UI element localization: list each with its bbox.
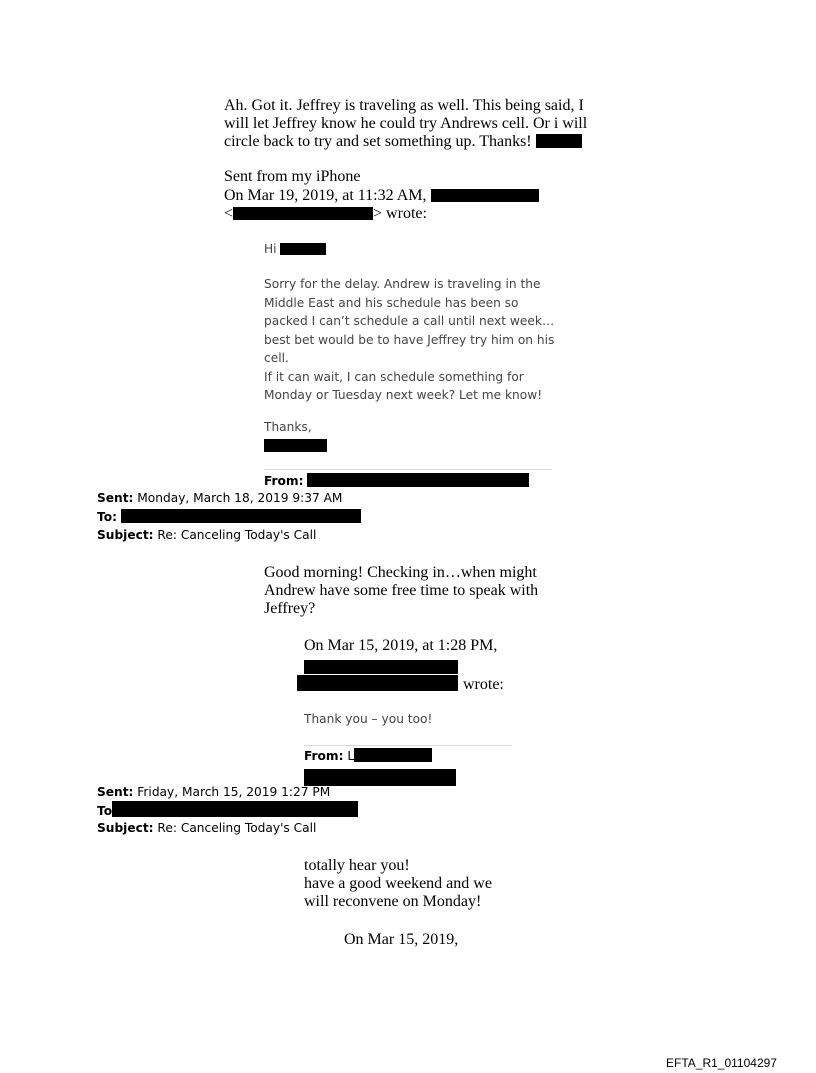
quoted-body	[264, 275, 564, 405]
quoted-line: best bet would be to have Jeffrey try him on his	[264, 332, 555, 347]
separator-line	[264, 469, 552, 470]
header-2-sent	[97, 783, 330, 802]
header-2-to	[97, 801, 358, 821]
header-2-subject	[97, 819, 316, 838]
quote-2-wrote: wrote:	[463, 676, 504, 693]
sent-label: Sent:	[97, 491, 134, 505]
body-line: Good morning! Checking in…when might	[264, 564, 537, 581]
sent-from-iphone: Sent from my iPhone	[224, 168, 361, 185]
redaction-block	[112, 801, 358, 817]
reply-line	[224, 133, 604, 151]
sent-value: Monday, March 18, 2019 9:37 AM	[137, 491, 343, 505]
redaction-block	[536, 134, 582, 148]
reply-line: Ah. Got it. Jeffrey is traveling as well. This being said, I	[224, 97, 584, 114]
reply-line: will let Jeffrey know he could try Andrews cell. Or i will	[224, 115, 588, 132]
from-label: From:	[304, 749, 344, 763]
quoted-thanks: Thanks,	[264, 420, 312, 434]
quote-2-attribution: On Mar 15, 2019, at 1:28 PM,	[304, 637, 498, 654]
reply-top-body	[224, 97, 604, 151]
quote-2-thankyou: Thank you – you too!	[304, 712, 433, 726]
redaction-block	[431, 189, 539, 202]
quoted-line: Middle East and his schedule has been so	[264, 295, 519, 310]
redaction-block	[354, 748, 432, 762]
reply-line-text: circle back to try and set something up. Thanks!	[224, 133, 532, 150]
quoted-line: cell.	[264, 351, 289, 365]
redaction-block	[297, 675, 458, 691]
redaction-block	[233, 207, 373, 220]
lt-symbol: <	[224, 205, 234, 222]
subject-value: Re: Canceling Today's Call	[157, 528, 317, 542]
to-label: To	[97, 804, 113, 818]
from-label: From:	[264, 474, 304, 488]
body-3	[304, 857, 564, 911]
redaction-block	[280, 243, 326, 255]
sent-label: Sent:	[97, 785, 134, 799]
header-sent	[97, 489, 342, 508]
quote-attribution-email	[224, 205, 427, 223]
header-subject	[97, 526, 316, 545]
body-line: Jeffrey?	[264, 600, 316, 617]
subject-label: Subject:	[97, 821, 154, 835]
body-line: totally hear you!	[304, 857, 410, 874]
body-line: Andrew have some free time to speak with	[264, 582, 539, 599]
quote-attribution	[224, 187, 539, 205]
body-2	[264, 564, 564, 618]
document-id: EFTA_R1_01104297	[666, 1056, 777, 1070]
sent-value: Friday, March 15, 2019 1:27 PM	[137, 785, 331, 799]
from-partial: L	[347, 749, 355, 763]
separator-line	[304, 745, 512, 746]
quoted-line: Monday or Tuesday next week? Let me know!	[264, 388, 543, 402]
redaction-block	[264, 439, 327, 452]
to-label: To:	[97, 510, 117, 524]
greeting-text: Hi	[264, 242, 277, 256]
body-line: have a good weekend and we	[304, 875, 492, 892]
quoted-greeting	[264, 240, 326, 259]
header-from	[264, 472, 529, 491]
subject-label: Subject:	[97, 528, 154, 542]
wrote-text: > wrote:	[373, 205, 427, 222]
redaction-block	[121, 509, 361, 523]
redaction-block	[307, 473, 529, 487]
header-to	[97, 508, 361, 527]
quoted-line: Sorry for the delay. Andrew is traveling in the	[264, 277, 541, 291]
body-line: will reconvene on Monday!	[304, 893, 482, 910]
header-2-from	[304, 747, 432, 766]
quoted-line: If it can wait, I can schedule something for	[264, 369, 524, 384]
redaction-block	[304, 660, 458, 674]
quoted-line: packed I can’t schedule a call until next week…	[264, 314, 555, 328]
attribution-text: On Mar 19, 2019, at 11:32 AM,	[224, 187, 427, 204]
body-3-attribution: On Mar 15, 2019,	[344, 931, 459, 948]
subject-value: Re: Canceling Today's Call	[157, 821, 317, 835]
